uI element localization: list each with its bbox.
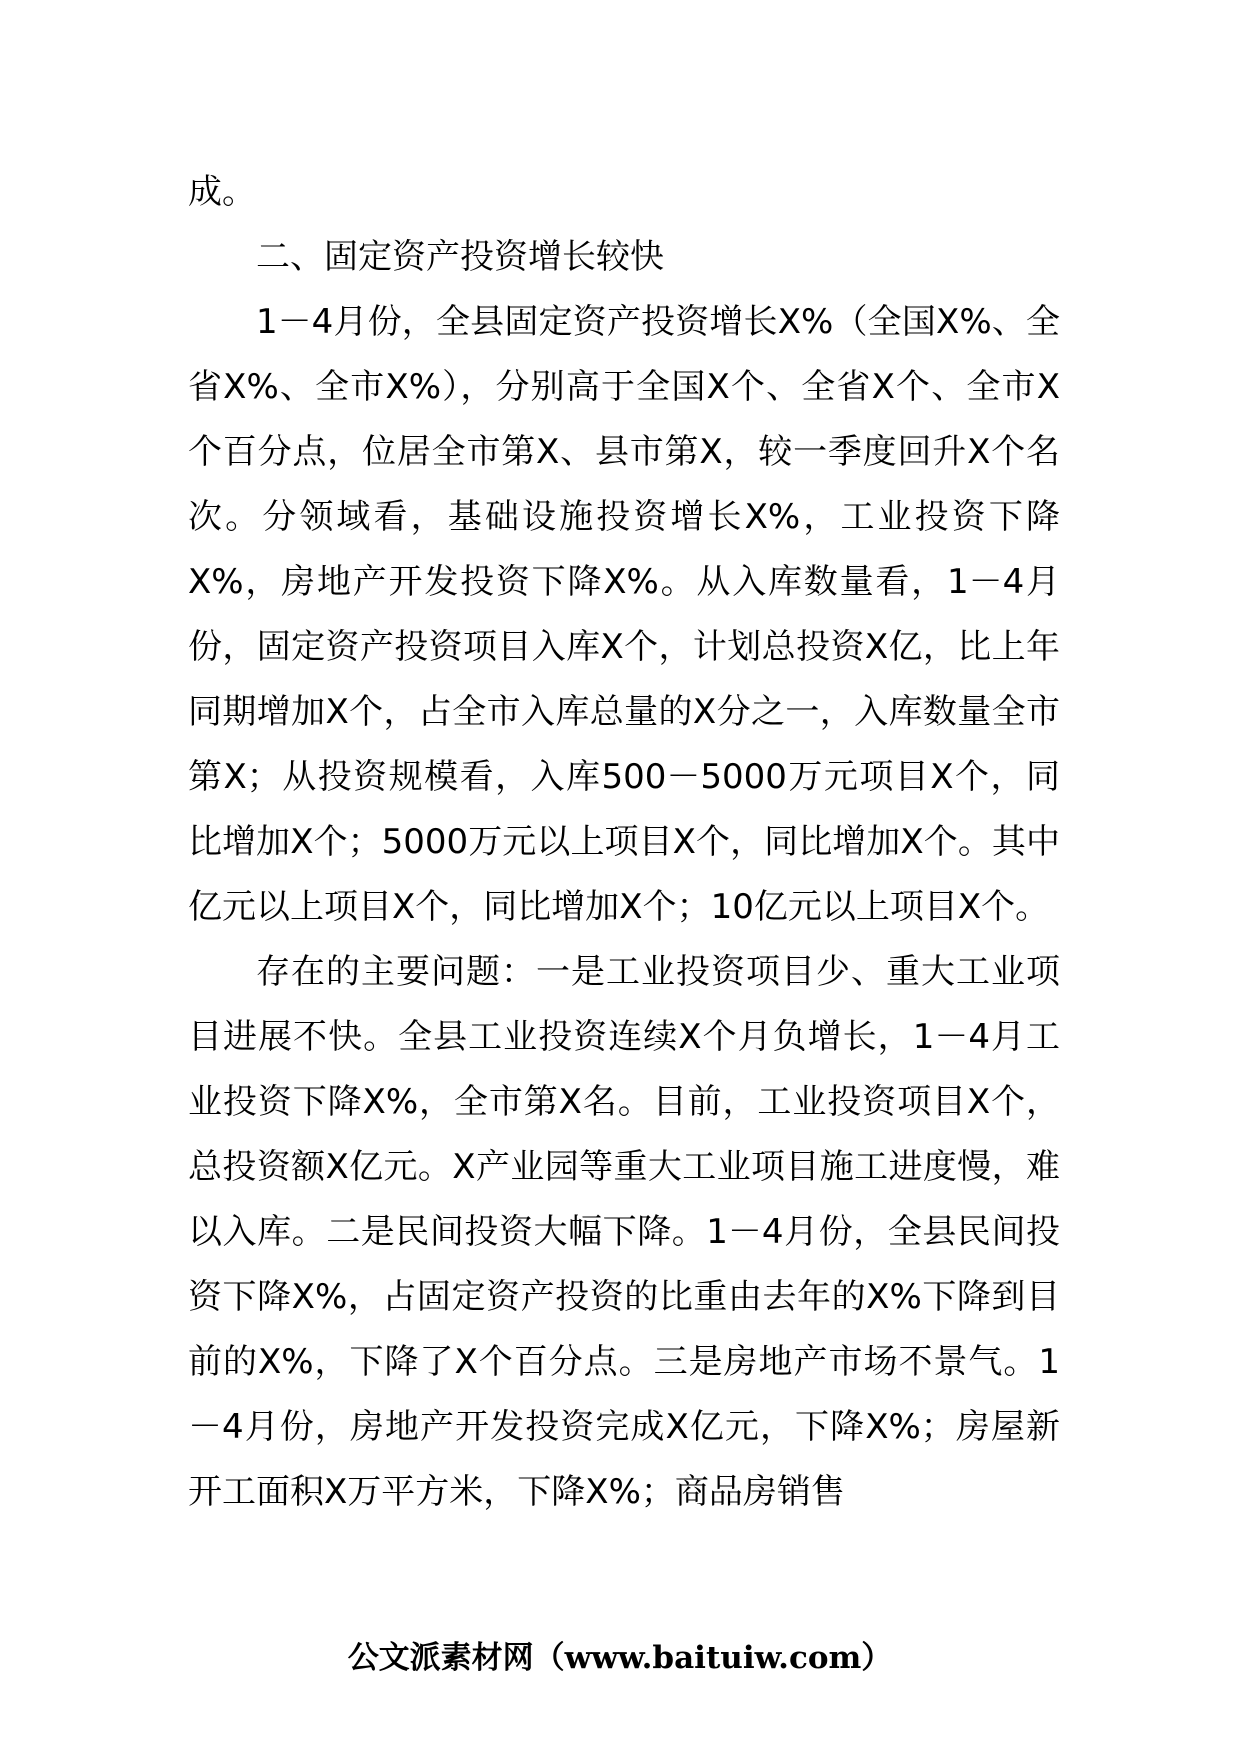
footer-watermark: 公文派素材网（www.baituiw.com） <box>347 1640 893 1676</box>
paragraph-continuation: 成。 <box>188 172 256 212</box>
section-heading: 二、固定资产投资增长较快 <box>256 237 664 277</box>
paragraph-main-problems: 存在的主要问题：一是工业投资项目少、重大工业项目进展不快。全县工业投资连续X个月负增长，1－4月工业投资下降X%，全市第X名。目前，工业投资项目X个，总投资额X亿元。X产业园等重大工业项目施工进度慢，难以入库。二是民间投资大幅下降。1－4月份，全县民间投资下降X%，占固定资产投资的比重由去年的X%下降到目前的X%，下降了X个百分点。三是房地产市场不景气。1－4月份，房地产开发投资完成X亿元，下降X%；房屋新开工面积X万平方米，下降X%；商品房销售 <box>188 952 1060 1512</box>
document-body <box>188 160 1060 1525</box>
paragraph-investment-growth: 1－4月份，全县固定资产投资增长X%（全国X%、全省X%、全市X%），分别高于全国X个、全省X个、全市X个百分点，位居全市第X、县市第X，较一季度回升X个名次。分领域看，基础设施投资增长X%，工业投资下降X%，房地产开发投资下降X%。从入库数量看，1－4月份，固定资产投资项目入库X个，计划总投资X亿，比上年同期增加X个，占全市入库总量的X分之一，入库数量全市第X；从投资规模看，入库500－5000万元项目X个，同比增加X个；5000万元以上项目X个，同比增加X个。其中亿元以上项目X个，同比增加X个；10亿元以上项目X个。 <box>188 302 1060 927</box>
